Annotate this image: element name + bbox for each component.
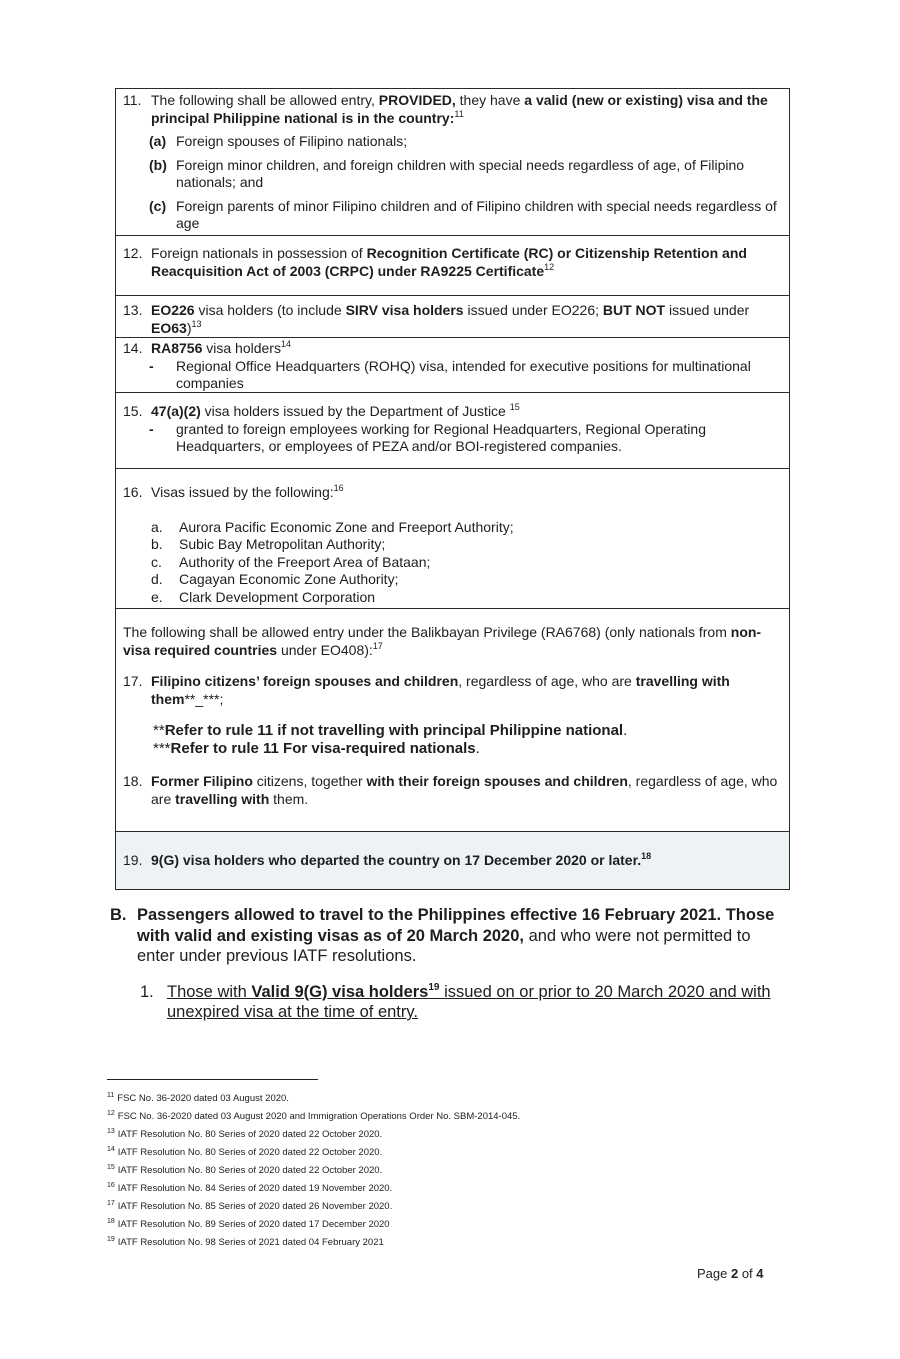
section-b bbox=[110, 905, 790, 1023]
rule-row-16 bbox=[116, 469, 789, 609]
footnote-ref: 15 bbox=[509, 402, 520, 412]
note-rule-11-principal: **Refer to rule 11 if not travelling with principal Philippine national. bbox=[153, 722, 628, 739]
rule-number: 16. bbox=[123, 484, 143, 500]
list-item: c. Authority of the Freeport Area of Bataan; bbox=[151, 553, 431, 570]
rule-row-13 bbox=[116, 296, 789, 338]
rule-text: The following shall be allowed entry, PROVIDED, they have a valid (new or existing) visa and the principal Philippine national is in the country:$^{11}$ bbox=[151, 92, 768, 126]
rule-number: 13. bbox=[123, 302, 143, 318]
footnote-separator bbox=[107, 1079, 318, 1080]
sub-item-b: (b) Foreign minor children, and foreign children with special needs regardless of age, of Filipino nationals; and bbox=[149, 156, 745, 190]
rule-number: 12. bbox=[123, 245, 143, 261]
rule-text: EO226 visa holders (to include SIRV visa holders issued under EO226; BUT NOT issued under EO63)$^{13}$ bbox=[151, 302, 750, 336]
footnote-17: $^{17}$ IATF Resolution No. 85 Series of 2020 dated 26 November 2020. bbox=[107, 1200, 393, 1212]
dash-item: - Regional Office Headquarters (ROHQ) visa, intended for executive positions for multinational companies bbox=[149, 357, 751, 391]
footnote-14: $^{14}$ IATF Resolution No. 80 Series of 2020 dated 22 October 2020. bbox=[107, 1146, 383, 1158]
list-item: e. Clark Development Corporation bbox=[151, 588, 376, 605]
rule-row-11 bbox=[116, 89, 789, 236]
dash-item: - granted to foreign employees working for Regional Headquarters, Regional Operating Headquarters, or employees of PEZA and/or BOI-registered companies. bbox=[149, 420, 706, 454]
footnotes bbox=[107, 1090, 787, 1252]
rule-row-19 bbox=[116, 832, 789, 889]
footnote-ref: 13 bbox=[191, 318, 202, 329]
list-item: d. Cagayan Economic Zone Authority; bbox=[151, 571, 399, 587]
footnote-ref: 14 bbox=[280, 339, 291, 349]
footnote-ref: 11 bbox=[454, 108, 464, 119]
footnote-ref: 17 bbox=[372, 640, 383, 651]
rule-text: Visas issued by the following:$^{16}$ bbox=[151, 483, 344, 500]
rule-number: 14. bbox=[123, 340, 143, 356]
footnote-ref: 12 bbox=[544, 261, 555, 272]
entry-rules-table bbox=[115, 88, 790, 890]
balikbayan-block bbox=[116, 609, 789, 832]
list-item: b. Subic Bay Metropolitan Authority; bbox=[151, 536, 386, 552]
footnote-ref: 16 bbox=[333, 483, 344, 493]
list-item: a. Aurora Pacific Economic Zone and Freeport Authority; bbox=[151, 518, 514, 535]
rule-text: Former Filipino citizens, together with their foreign spouses and children, regardless of age, who are travelling with them. bbox=[151, 773, 778, 807]
section-b-heading: B. Passengers allowed to travel to the Philippines effective 16 February 2021. Those with valid and existing visas as of 20 March 2020, and who were not permitted to enter under previous IATF resolutions. bbox=[110, 906, 775, 965]
rule-row-14 bbox=[116, 338, 789, 393]
page-number: Page 2 of 4 bbox=[697, 1266, 764, 1281]
footnote-13: $^{13}$ IATF Resolution No. 80 Series of 2020 dated 22 October 2020. bbox=[107, 1128, 383, 1140]
footnote-19: $^{19}$ IATF Resolution No. 98 Series of 2021 dated 04 February 2021 bbox=[107, 1236, 384, 1248]
balikbayan-intro: The following shall be allowed entry under the Balikbayan Privilege (RA6768) (only nationals from non-visa required countries under EO408):$^{17}$ bbox=[123, 624, 762, 658]
footnote-ref: 18 bbox=[641, 851, 652, 861]
footnote-15: $^{15}$ IATF Resolution No. 80 Series of 2020 dated 22 October 2020. bbox=[107, 1164, 383, 1176]
rule-row-18 bbox=[123, 773, 781, 808]
rule-text: 9(G) visa holders who departed the country on 17 December 2020 or later.$^{18}$ bbox=[151, 851, 652, 868]
note-rule-11-visa-required: ***Refer to rule 11 For visa-required nationals. bbox=[153, 740, 480, 757]
rule-row-12 bbox=[116, 236, 789, 296]
rule-row-17 bbox=[123, 673, 781, 708]
rule-text: 47(a)(2) visa holders issued by the Department of Justice $^{15}$ bbox=[151, 402, 520, 419]
rule-number: 11. bbox=[123, 92, 142, 108]
section-b-item-1: 1. Those with Valid 9(G) visa holders$^{19}$ issued on or prior to 20 March 2020 and with unexpired visa at the time of entry. bbox=[140, 981, 771, 1021]
footnote-11: $^{11}$ FSC No. 36-2020 dated 03 August 2020. bbox=[107, 1092, 289, 1104]
rule-text: RA8756 visa holders$^{14}$ bbox=[151, 339, 291, 356]
rule-number: 19. bbox=[123, 852, 143, 868]
footnote-16: $^{16}$ IATF Resolution No. 84 Series of 2020 dated 19 November 2020. bbox=[107, 1182, 393, 1194]
rule-row-15 bbox=[116, 393, 789, 469]
rule-number: 17. bbox=[123, 673, 143, 689]
footnote-12: $^{12}$ FSC No. 36-2020 dated 03 August 2020 and Immigration Operations Order No. SBM-2014-045. bbox=[107, 1110, 521, 1122]
rule-text: Foreign nationals in possession of Recognition Certificate (RC) or Citizenship Retention and Reacquisition Act of 2003 (CRPC) under RA9225 Certificate$^{12}$ bbox=[151, 245, 747, 279]
footnote-18: $^{18}$ IATF Resolution No. 89 Series of 2020 dated 17 December 2020 bbox=[107, 1218, 390, 1230]
rule-number: 15. bbox=[123, 403, 143, 419]
sub-item-a: (a) Foreign spouses of Filipino nationals; bbox=[149, 133, 408, 149]
footnote-ref: 19 bbox=[428, 981, 440, 993]
rule-text: Filipino citizens’ foreign spouses and children, regardless of age, who are travelling with them**_***; bbox=[151, 673, 730, 707]
rule-number: 18. bbox=[123, 773, 143, 789]
sub-item-c: (c) Foreign parents of minor Filipino children and of Filipino children with special needs regardless of age bbox=[149, 197, 777, 231]
